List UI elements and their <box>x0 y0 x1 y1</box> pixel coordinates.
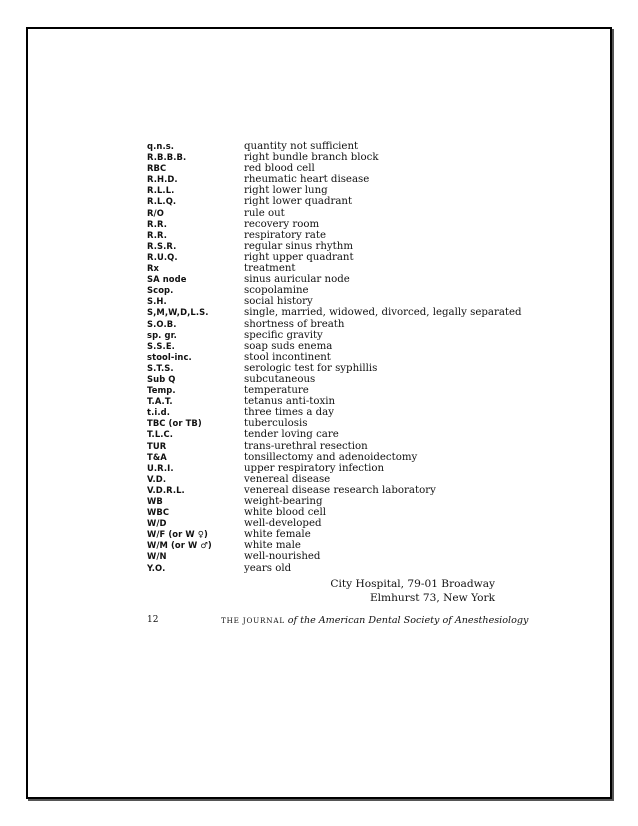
definition: white male <box>244 540 301 552</box>
list-item <box>147 452 567 463</box>
definition: red blood cell <box>244 163 315 175</box>
abbreviation: Sub Q <box>147 373 176 384</box>
list-item <box>147 485 567 496</box>
definition: venereal disease <box>244 473 331 485</box>
definition: sinus auricular node <box>244 274 350 286</box>
address-line-2: Elmhurst 73, New York <box>369 592 495 604</box>
abbreviation: R.L.L. <box>147 185 175 196</box>
abbreviation: W/F (or W ♀) <box>147 529 208 540</box>
abbreviation: R.B.B.B. <box>147 152 187 163</box>
definition: shortness of breath <box>244 318 345 330</box>
definition: respiratory rate <box>244 229 327 241</box>
list-item <box>147 463 567 474</box>
abbreviation: U.R.I. <box>147 462 174 473</box>
abbreviation: Rx <box>147 263 160 274</box>
definition: venereal disease research laboratory <box>244 484 436 496</box>
list-item <box>147 252 567 263</box>
page-footer <box>147 615 557 629</box>
abbreviation: Temp. <box>147 385 176 396</box>
definition: subcutaneous <box>244 373 316 385</box>
list-item <box>147 518 567 529</box>
journal-title <box>221 615 528 626</box>
definition: recovery room <box>244 218 320 230</box>
journal-of: of the <box>287 615 316 626</box>
definition: temperature <box>244 385 309 397</box>
definition: three times a day <box>244 407 334 419</box>
abbreviation: RBC <box>147 163 167 174</box>
list-item <box>147 374 567 385</box>
list-item <box>147 441 567 452</box>
definition: right lower quadrant <box>244 196 353 208</box>
abbreviation: S.O.B. <box>147 318 177 329</box>
abbreviation: V.D. <box>147 473 167 484</box>
list-item <box>147 307 567 318</box>
abbreviation: WBC <box>147 507 170 518</box>
list-item <box>147 551 567 562</box>
abbreviation: S.H. <box>147 296 167 307</box>
definition: tuberculosis <box>244 418 308 430</box>
definition: right upper quadrant <box>244 251 354 263</box>
page-frame <box>26 27 612 799</box>
list-item <box>147 352 567 363</box>
definition: right bundle branch block <box>244 152 379 164</box>
definition: single, married, widowed, divorced, legally separated <box>244 307 522 319</box>
list-item <box>147 418 567 429</box>
list-item <box>147 208 567 219</box>
abbreviation: TBC (or TB) <box>147 418 202 429</box>
list-item <box>147 385 567 396</box>
list-item <box>147 141 567 152</box>
definition: weight-bearing <box>244 496 323 507</box>
abbreviation: Scop. <box>147 285 174 296</box>
list-item <box>147 507 567 518</box>
address-line-1: City Hospital, 79-01 Broadway <box>330 578 495 590</box>
list-item <box>147 396 567 407</box>
abbreviation: S.S.E. <box>147 340 175 351</box>
definition: scopolamine <box>244 285 309 297</box>
abbreviation: W/M (or W ♂) <box>147 540 212 551</box>
abbreviation: R.S.R. <box>147 240 177 251</box>
journal-name: American Dental Society of Anesthesiology <box>318 615 529 626</box>
definition: serologic test for syphillis <box>244 362 378 374</box>
abbreviation: R.L.Q. <box>147 196 177 207</box>
definition: soap suds enema <box>244 340 333 352</box>
definition: right lower lung <box>244 185 328 197</box>
abbreviation: W/D <box>147 518 167 529</box>
abbreviation: S.T.S. <box>147 362 174 373</box>
list-item <box>147 319 567 330</box>
abbreviation: Y.O. <box>147 562 166 573</box>
abbreviation: TUR <box>147 440 167 451</box>
list-item <box>147 241 567 252</box>
definition: well-developed <box>244 518 322 530</box>
definition: well-nourished <box>244 551 321 563</box>
list-item <box>147 429 567 440</box>
list-item <box>147 196 567 207</box>
definition: trans-urethral resection <box>244 440 368 452</box>
list-item <box>147 529 567 540</box>
list-item <box>147 496 567 507</box>
list-item <box>147 341 567 352</box>
definition: rule out <box>244 207 285 219</box>
journal-prefix: THE JOURNAL <box>221 616 285 625</box>
abbreviation: S,M,W,D,L.S. <box>147 307 209 318</box>
definition: stool incontinent <box>244 351 331 363</box>
abbreviation: R.R. <box>147 218 167 229</box>
list-item <box>147 263 567 274</box>
abbreviation: W/N <box>147 551 167 562</box>
abbreviation: T.L.C. <box>147 429 174 440</box>
definition: specific gravity <box>244 329 323 341</box>
list-item <box>147 363 567 374</box>
definition: quantity not sufficient <box>244 141 359 152</box>
definition: rheumatic heart disease <box>244 174 370 186</box>
author-address <box>330 577 495 605</box>
abbreviation: T.A.T. <box>147 396 173 407</box>
abbreviation: q.n.s. <box>147 141 175 151</box>
list-item <box>147 563 567 574</box>
abbreviation-list <box>147 141 567 574</box>
list-item <box>147 540 567 551</box>
definition: regular sinus rhythm <box>244 240 353 252</box>
list-item <box>147 407 567 418</box>
abbreviation: R/O <box>147 207 164 218</box>
list-item <box>147 296 567 307</box>
list-item <box>147 230 567 241</box>
list-item <box>147 185 567 196</box>
abbreviation: t.i.d. <box>147 407 171 418</box>
list-item <box>147 285 567 296</box>
definition: upper respiratory infection <box>244 462 385 474</box>
definition: tender loving care <box>244 429 339 441</box>
list-item <box>147 163 567 174</box>
definition: tetanus anti-toxin <box>244 396 336 408</box>
list-item <box>147 219 567 230</box>
definition: white female <box>244 529 311 541</box>
abbreviation: R.U.Q. <box>147 251 178 262</box>
list-item <box>147 474 567 485</box>
abbreviation: WB <box>147 496 163 506</box>
abbreviation: T&A <box>147 451 167 462</box>
abbreviation: R.R. <box>147 229 167 240</box>
definition: treatment <box>244 263 296 275</box>
list-item <box>147 330 567 341</box>
abbreviation: stool-inc. <box>147 351 192 362</box>
list-item <box>147 274 567 285</box>
definition: tonsillectomy and adenoidectomy <box>244 451 418 463</box>
abbreviation: R.H.D. <box>147 174 178 185</box>
page-number: 12 <box>147 615 159 625</box>
abbreviation: V.D.R.L. <box>147 484 185 495</box>
definition: years old <box>244 562 292 574</box>
abbreviation: sp. gr. <box>147 329 177 340</box>
definition: social history <box>244 296 313 308</box>
list-item <box>147 152 567 163</box>
definition: white blood cell <box>244 507 326 519</box>
abbreviation: SA node <box>147 274 187 285</box>
list-item <box>147 174 567 185</box>
